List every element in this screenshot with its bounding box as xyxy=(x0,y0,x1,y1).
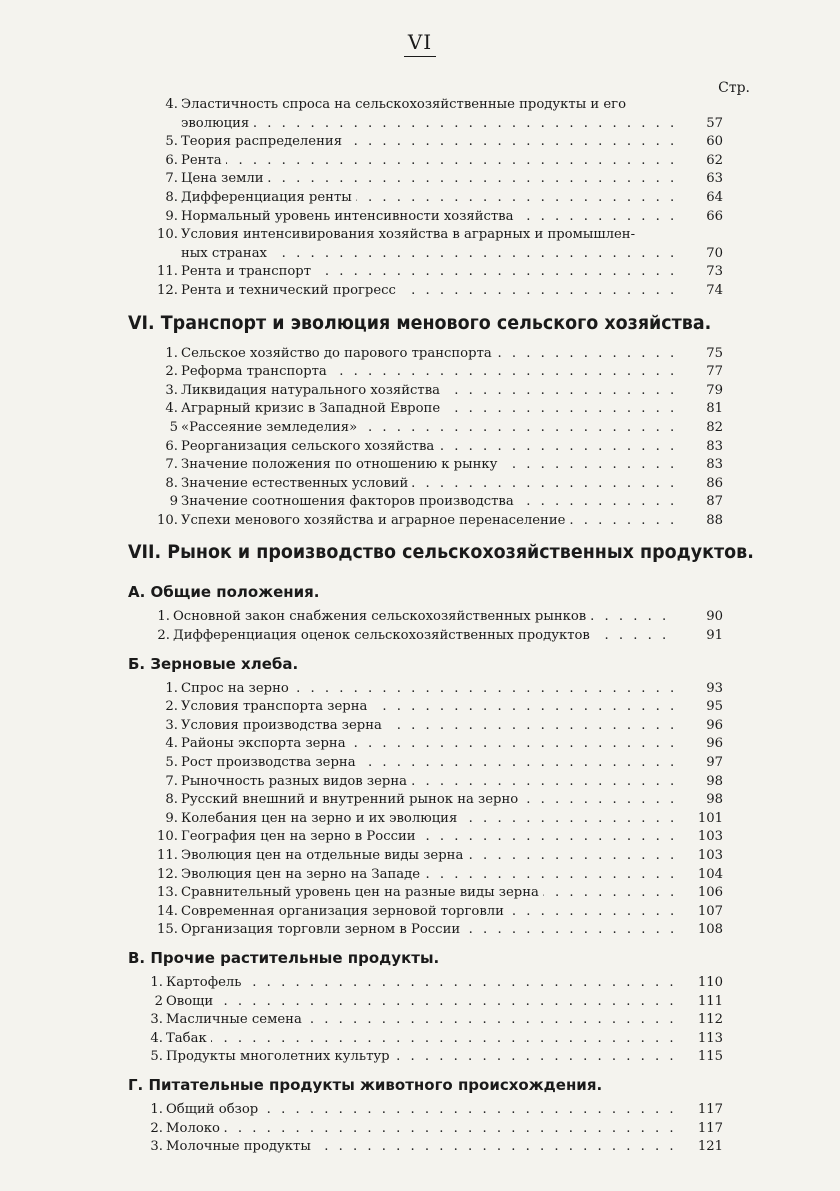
toc-entry-page: 117 xyxy=(697,1101,723,1117)
toc-entry xyxy=(0,1138,840,1157)
toc-entry-title: Реформа транспорта . . . xyxy=(181,363,676,382)
subsection-g-title: Г. Питательные продукты животного происхождения. xyxy=(128,1075,603,1094)
toc-entry xyxy=(0,866,840,885)
subsection-v-items xyxy=(0,974,840,1067)
subsection-b-title: Б. Зерновые хлеба. xyxy=(128,654,299,673)
toc-entry-page: 101 xyxy=(697,810,723,826)
toc-entry-title: Значение естественных условий . . . xyxy=(181,475,676,494)
toc-entry-number: 10. xyxy=(157,829,178,845)
toc-entry-number: 1. xyxy=(150,1101,163,1117)
table-of-contents xyxy=(0,96,840,1157)
toc-entry-title: Молочные продукты . . . xyxy=(166,1138,676,1157)
toc-entry-title: Картофель . . . xyxy=(166,974,676,993)
toc-entry-title: Эластичность спроса на сельскохозяйственные продукты и его xyxy=(181,96,680,115)
toc-entry-title: Рост производства зерна . . . xyxy=(181,754,676,773)
toc-entry-number: 13. xyxy=(157,885,178,901)
toc-entry xyxy=(0,382,840,401)
toc-entry xyxy=(0,1048,840,1067)
toc-entry-title: Общий обзор . . . xyxy=(166,1101,676,1120)
toc-entry-page: 111 xyxy=(697,993,723,1009)
toc-entry-page: 97 xyxy=(706,755,723,771)
toc-entry-number: 1. xyxy=(150,974,163,990)
toc-entry-number: 2. xyxy=(157,628,170,644)
toc-entry-page: 88 xyxy=(706,512,723,528)
toc-entry-number: 2. xyxy=(150,1120,163,1136)
toc-entry xyxy=(0,263,840,282)
toc-entry-page: 79 xyxy=(706,382,723,398)
toc-entry xyxy=(0,903,840,922)
toc-entry xyxy=(0,115,840,134)
toc-entry-title: Реорганизация сельского хозяйства . . . xyxy=(181,438,676,457)
toc-entry-page: 107 xyxy=(697,903,723,919)
toc-entry-title: Молоко . . . xyxy=(166,1120,676,1139)
toc-entry-title: Спрос на зерно . . . xyxy=(181,680,676,699)
toc-entry-number: 1. xyxy=(165,680,178,696)
toc-entry-title: Колебания цен на зерно и их эволюция . . . xyxy=(181,810,676,829)
toc-entry xyxy=(0,810,840,829)
toc-entry-number: 6. xyxy=(165,438,178,454)
toc-entry-title: ных странах . . . xyxy=(181,245,676,264)
toc-entry-number: 12. xyxy=(157,282,178,298)
toc-entry xyxy=(0,512,840,531)
toc-entry-title: эволюция . . . xyxy=(181,115,676,134)
toc-entry-page: 83 xyxy=(706,438,723,454)
toc-entry-title: Масличные семена . . . xyxy=(166,1011,676,1030)
subsection-a-title: А. Общие положения. xyxy=(128,583,320,602)
toc-entry xyxy=(0,133,840,152)
toc-entry-number: 5. xyxy=(165,134,178,150)
toc-entry xyxy=(0,170,840,189)
section-vii-title: VII. Рынок и производство сельскохозяйственных продуктов. xyxy=(128,541,754,564)
toc-entry-title: Цена земли . . . xyxy=(181,170,676,189)
toc-entry xyxy=(0,828,840,847)
toc-entry-page: 86 xyxy=(706,475,723,491)
toc-entry-title: Современная организация зерновой торговли . . . xyxy=(181,903,676,922)
toc-entry xyxy=(0,493,840,512)
toc-entry xyxy=(0,921,840,940)
toc-entry xyxy=(0,791,840,810)
toc-entry xyxy=(0,1030,840,1049)
toc-entry xyxy=(0,1011,840,1030)
toc-entry xyxy=(0,847,840,866)
toc-entry-number: 4. xyxy=(165,97,178,112)
toc-entry xyxy=(0,754,840,773)
subsection-b-items xyxy=(0,680,840,940)
toc-entry xyxy=(0,419,840,438)
toc-entry-page: 96 xyxy=(706,736,723,752)
toc-entry-number: 12. xyxy=(157,866,178,882)
section-vi-title: VI. Транспорт и эволюция менового сельского хозяйства. xyxy=(128,311,712,334)
intro-items xyxy=(0,96,840,301)
toc-entry-number: 4. xyxy=(165,736,178,752)
toc-entry-page: 90 xyxy=(706,609,723,625)
toc-entry-title: Рыночность разных видов зерна . . . xyxy=(181,773,676,792)
toc-entry-page: 96 xyxy=(706,717,723,733)
toc-entry-title: Организация торговли зерном в России . . . xyxy=(181,921,676,940)
toc-entry-number: 2 xyxy=(154,993,163,1009)
toc-entry-title: Овощи . . . xyxy=(166,993,676,1012)
toc-entry-number: 1. xyxy=(157,609,170,625)
toc-entry-page: 57 xyxy=(706,115,723,131)
toc-entry-title: Дифференциация ренты . . . xyxy=(181,189,676,208)
toc-entry xyxy=(0,974,840,993)
toc-entry xyxy=(0,773,840,792)
toc-entry-page: 77 xyxy=(706,364,723,380)
toc-entry-title: Районы экспорта зерна . . . xyxy=(181,735,676,754)
toc-entry-title: Эволюция цен на отдельные виды зерна . . . xyxy=(181,847,676,866)
toc-entry xyxy=(0,96,840,115)
toc-entry-page: 113 xyxy=(697,1030,723,1046)
toc-entry-title: Аграрный кризис в Западной Европе . . . xyxy=(181,400,676,419)
toc-entry xyxy=(0,400,840,419)
toc-entry-number: 11. xyxy=(157,264,178,280)
toc-entry-number: 6. xyxy=(165,152,178,168)
toc-entry-number: 9. xyxy=(165,810,178,826)
toc-entry-page: 60 xyxy=(706,134,723,150)
toc-entry-title: Сельское хозяйство до парового транспорта . . . xyxy=(181,345,676,364)
toc-entry-number: 9 xyxy=(169,494,178,510)
subsection-v-title: В. Прочие растительные продукты. xyxy=(128,948,440,967)
toc-entry-number: 14. xyxy=(157,903,178,919)
toc-entry-title: Основной закон снабжения сельскохозяйственных рынков . . . xyxy=(173,608,676,627)
page-number: VI xyxy=(0,30,840,54)
toc-entry xyxy=(0,245,840,264)
toc-entry-number: 9. xyxy=(165,208,178,224)
toc-entry xyxy=(0,698,840,717)
section-vi-items xyxy=(0,345,840,531)
toc-entry-number: 10. xyxy=(157,227,178,243)
toc-entry-number: 7. xyxy=(165,457,178,473)
toc-entry-page: 74 xyxy=(706,282,723,298)
toc-entry-title: Рента и транспорт . . . xyxy=(181,263,676,282)
subsection-g-items xyxy=(0,1101,840,1157)
toc-entry-page: 64 xyxy=(706,189,723,205)
toc-entry xyxy=(0,680,840,699)
toc-entry xyxy=(0,884,840,903)
toc-entry-page: 93 xyxy=(706,680,723,696)
toc-entry-page: 103 xyxy=(697,829,723,845)
toc-entry-page: 82 xyxy=(706,419,723,435)
toc-entry-number: 5. xyxy=(165,755,178,771)
toc-entry xyxy=(0,282,840,301)
toc-entry xyxy=(0,345,840,364)
toc-entry-page: 63 xyxy=(706,171,723,187)
toc-entry xyxy=(0,189,840,208)
toc-entry xyxy=(0,438,840,457)
toc-entry-number: 5. xyxy=(150,1049,163,1065)
toc-entry xyxy=(0,1120,840,1139)
toc-entry-number: 3. xyxy=(165,717,178,733)
toc-entry-number: 5 xyxy=(169,419,178,435)
toc-entry-page: 73 xyxy=(706,264,723,280)
toc-entry-title: Условия производства зерна . . . xyxy=(181,717,676,736)
toc-entry-number: 1. xyxy=(165,345,178,361)
toc-entry xyxy=(0,608,840,627)
toc-entry-title: Эволюция цен на зерно на Западе . . . xyxy=(181,866,676,885)
toc-entry-title: Рента и технический прогресс . . . xyxy=(181,282,676,301)
toc-entry-number: 2. xyxy=(165,699,178,715)
toc-entry-page: 121 xyxy=(697,1139,723,1155)
toc-entry-title: Условия транспорта зерна . . . xyxy=(181,698,676,717)
toc-entry xyxy=(0,627,840,646)
toc-entry-page: 95 xyxy=(706,699,723,715)
toc-entry-number: 11. xyxy=(157,848,178,863)
toc-entry-title: Табак . . . xyxy=(166,1030,676,1049)
toc-entry-number: 4. xyxy=(150,1030,163,1046)
toc-entry-number: 7. xyxy=(165,773,178,789)
toc-entry-number: 15. xyxy=(157,922,178,938)
toc-entry-number: 7. xyxy=(165,171,178,187)
toc-entry xyxy=(0,363,840,382)
toc-entry-page: 83 xyxy=(706,457,723,473)
toc-entry-title: Теория распределения . . . xyxy=(181,133,676,152)
toc-entry-page: 66 xyxy=(706,208,723,224)
toc-entry-page: 62 xyxy=(706,152,723,168)
toc-entry xyxy=(0,717,840,736)
page-column-label: Стр. xyxy=(718,80,750,96)
toc-entry-page: 81 xyxy=(706,401,723,417)
toc-entry-page: 108 xyxy=(697,922,723,938)
toc-entry-number: 8. xyxy=(165,189,178,205)
toc-entry-page: 75 xyxy=(706,345,723,361)
toc-entry xyxy=(0,1101,840,1120)
toc-entry xyxy=(0,456,840,475)
toc-entry-title: Дифференциация оценок сельскохозяйственных продуктов . . . xyxy=(173,627,676,646)
toc-entry-title: Нормальный уровень интенсивности хозяйства . . . xyxy=(181,208,676,227)
toc-entry-number: 8. xyxy=(165,792,178,808)
toc-entry-page: 112 xyxy=(697,1012,723,1028)
toc-entry-number: 4. xyxy=(165,401,178,417)
toc-entry-number: 3. xyxy=(150,1012,163,1028)
toc-entry-page: 98 xyxy=(706,792,723,808)
toc-entry-page: 110 xyxy=(697,974,723,990)
toc-entry-number: 8. xyxy=(165,475,178,491)
toc-entry-page: 106 xyxy=(697,885,723,901)
toc-entry-page: 117 xyxy=(697,1120,723,1136)
toc-entry xyxy=(0,475,840,494)
toc-entry xyxy=(0,152,840,171)
toc-entry-page: 87 xyxy=(706,494,723,510)
toc-entry-number: 3. xyxy=(150,1139,163,1155)
toc-entry xyxy=(0,208,840,227)
toc-entry xyxy=(0,226,840,245)
toc-entry-title: География цен на зерно в России . . . xyxy=(181,828,676,847)
toc-entry-title: Сравнительный уровень цен на разные виды зерна . . . xyxy=(181,884,676,903)
subsection-a-items xyxy=(0,608,840,645)
toc-entry xyxy=(0,993,840,1012)
toc-entry-page: 91 xyxy=(706,628,723,644)
toc-entry-title: Условия интенсивирования хозяйства в аграрных и промышлен- xyxy=(181,226,680,245)
toc-entry xyxy=(0,735,840,754)
toc-entry-page: 115 xyxy=(697,1049,723,1065)
toc-entry-title: «Рассеяние земледелия» . . . xyxy=(181,419,676,438)
toc-entry-title: Успехи менового хозяйства и аграрное перенаселение . . . xyxy=(181,512,676,531)
toc-entry-number: 2. xyxy=(165,364,178,380)
toc-entry-title: Рента . . . xyxy=(181,152,676,171)
toc-entry-page: 104 xyxy=(697,866,723,882)
toc-entry-number: 10. xyxy=(157,512,178,528)
toc-entry-page: 103 xyxy=(697,848,723,863)
toc-entry-page: 70 xyxy=(706,245,723,261)
toc-entry-title: Значение соотношения факторов производства . . . xyxy=(181,493,676,512)
toc-entry-number: 3. xyxy=(165,382,178,398)
toc-entry-title: Русский внешний и внутренний рынок на зерно . . . xyxy=(181,791,676,810)
toc-entry-title: Продукты многолетних культур . . . xyxy=(166,1048,676,1067)
toc-entry-title: Значение положения по отношению к рынку . . . xyxy=(181,456,676,475)
toc-entry-title: Ликвидация натурального хозяйства . . . xyxy=(181,382,676,401)
toc-entry-page: 98 xyxy=(706,773,723,789)
